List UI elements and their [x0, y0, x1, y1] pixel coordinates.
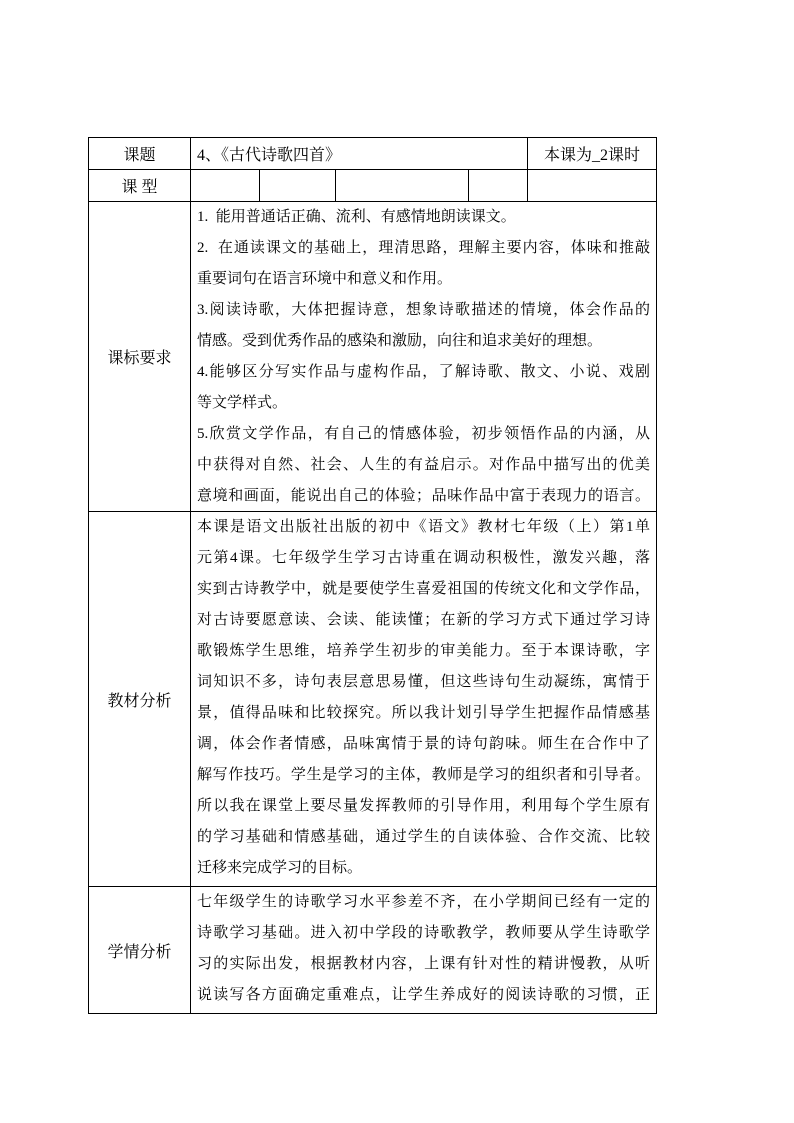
text-line: 说读写各方面确定重难点，让学生养成好的阅读诗歌的习惯，正: [197, 987, 650, 1003]
text-line: 5.欣赏文学作品，有自己的情感体验，初步领悟作品的内涵，从: [197, 426, 650, 442]
text-line: 迁移来完成学习的目标。: [197, 860, 363, 876]
paragraph: [197, 419, 650, 512]
text-line: 所以我在课堂上要尽量发挥教师的引导作用，利用每个学生原有: [197, 798, 650, 814]
lesson-type-cell: [260, 170, 336, 202]
lesson-type-cell: [528, 170, 657, 202]
text-line: 景，值得品味和比较探究。所以我计划引导学生把握作品情感基: [197, 705, 650, 721]
text-line: 4.能够区分写实作品与虚构作品，了解诗歌、散文、小说、戏剧: [197, 364, 650, 380]
text-line: 元第4课。七年级学生学习古诗重在调动积极性，激发兴趣，落: [197, 550, 650, 566]
text-line: 调，体会作者情感，品味寓情于景的诗句韵味。师生在合作中了: [197, 736, 650, 752]
text-line: 中获得对自然、社会、人生的有益启示。对作品中描写出的优美: [197, 457, 650, 473]
text-line: 对古诗要愿意读、会读、能读懂；在新的学习方式下通过学习诗: [197, 612, 650, 628]
lesson-type-label: 课 型: [89, 170, 191, 202]
student-analysis-content: [191, 887, 657, 1014]
text-line: 意境和画面，能说出自己的体验；品味作品中富于表现力的语言。: [197, 488, 650, 504]
text-line: 词知识不多，诗句表层意思易懂，但这些诗句生动凝练，寓情于: [197, 674, 650, 690]
paragraph: [197, 357, 650, 419]
textbook-analysis-label: 教材分析: [89, 512, 191, 887]
curriculum-standards-label: 课标要求: [89, 202, 191, 512]
text-line: 本课是语文出版社出版的初中《语文》教材七年级（上）第1单: [197, 519, 650, 535]
lesson-plan-table: [88, 137, 657, 1014]
text-line: 2. 在通读课文的基础上，理清思路，理解主要内容，体味和推敲: [197, 240, 650, 256]
topic-label: 课题: [89, 138, 191, 170]
text-line: 3.阅读诗歌，大体把握诗意，想象诗歌描述的情境，体会作品的: [197, 302, 650, 318]
lesson-type-cell: [469, 170, 528, 202]
text-line: 习的实际出发，根据教材内容，上课有针对性的精讲慢教，从听: [197, 956, 650, 972]
paragraph: [197, 233, 650, 295]
curriculum-standards-content: [191, 202, 657, 512]
text-line: 情感。受到优秀作品的感染和激励，向往和追求美好的理想。: [197, 333, 603, 349]
textbook-analysis-content: [191, 512, 657, 887]
text-line: 重要词句在语言环境中和意义和作用。: [197, 271, 453, 287]
text-line: 解写作技巧。学生是学习的主体，教师是学习的组织者和引导者。: [197, 767, 650, 783]
paragraph: [197, 512, 650, 884]
lesson-type-cell: [336, 170, 469, 202]
class-periods: 本课为_2课时: [528, 138, 657, 170]
text-line: 七年级学生的诗歌学习水平参差不齐，在小学期间已经有一定的: [197, 894, 650, 910]
text-line: 的学习基础和情感基础，通过学生的自读体验、合作交流、比较: [197, 829, 650, 845]
lesson-type-cell: [191, 170, 260, 202]
text-line: 歌锻炼学生思维，培养学生初步的审美能力。至于本课诗歌，字: [197, 643, 650, 659]
text-line: 等文学样式。: [197, 395, 288, 411]
text-line: 1. 能用普通话正确、流利、有感情地朗读课文。: [197, 209, 516, 225]
text-line: 诗歌学习基础。进入初中学段的诗歌教学，教师要从学生诗歌学: [197, 925, 650, 941]
text-line: 实到古诗教学中，就是要使学生喜爱祖国的传统文化和文学作品，: [197, 581, 650, 597]
paragraph: [197, 295, 650, 357]
paragraph: [197, 202, 650, 233]
student-analysis-label: 学情分析: [89, 887, 191, 1014]
paragraph: [197, 887, 650, 1011]
topic-value: 4、《古代诗歌四首》: [191, 138, 528, 170]
